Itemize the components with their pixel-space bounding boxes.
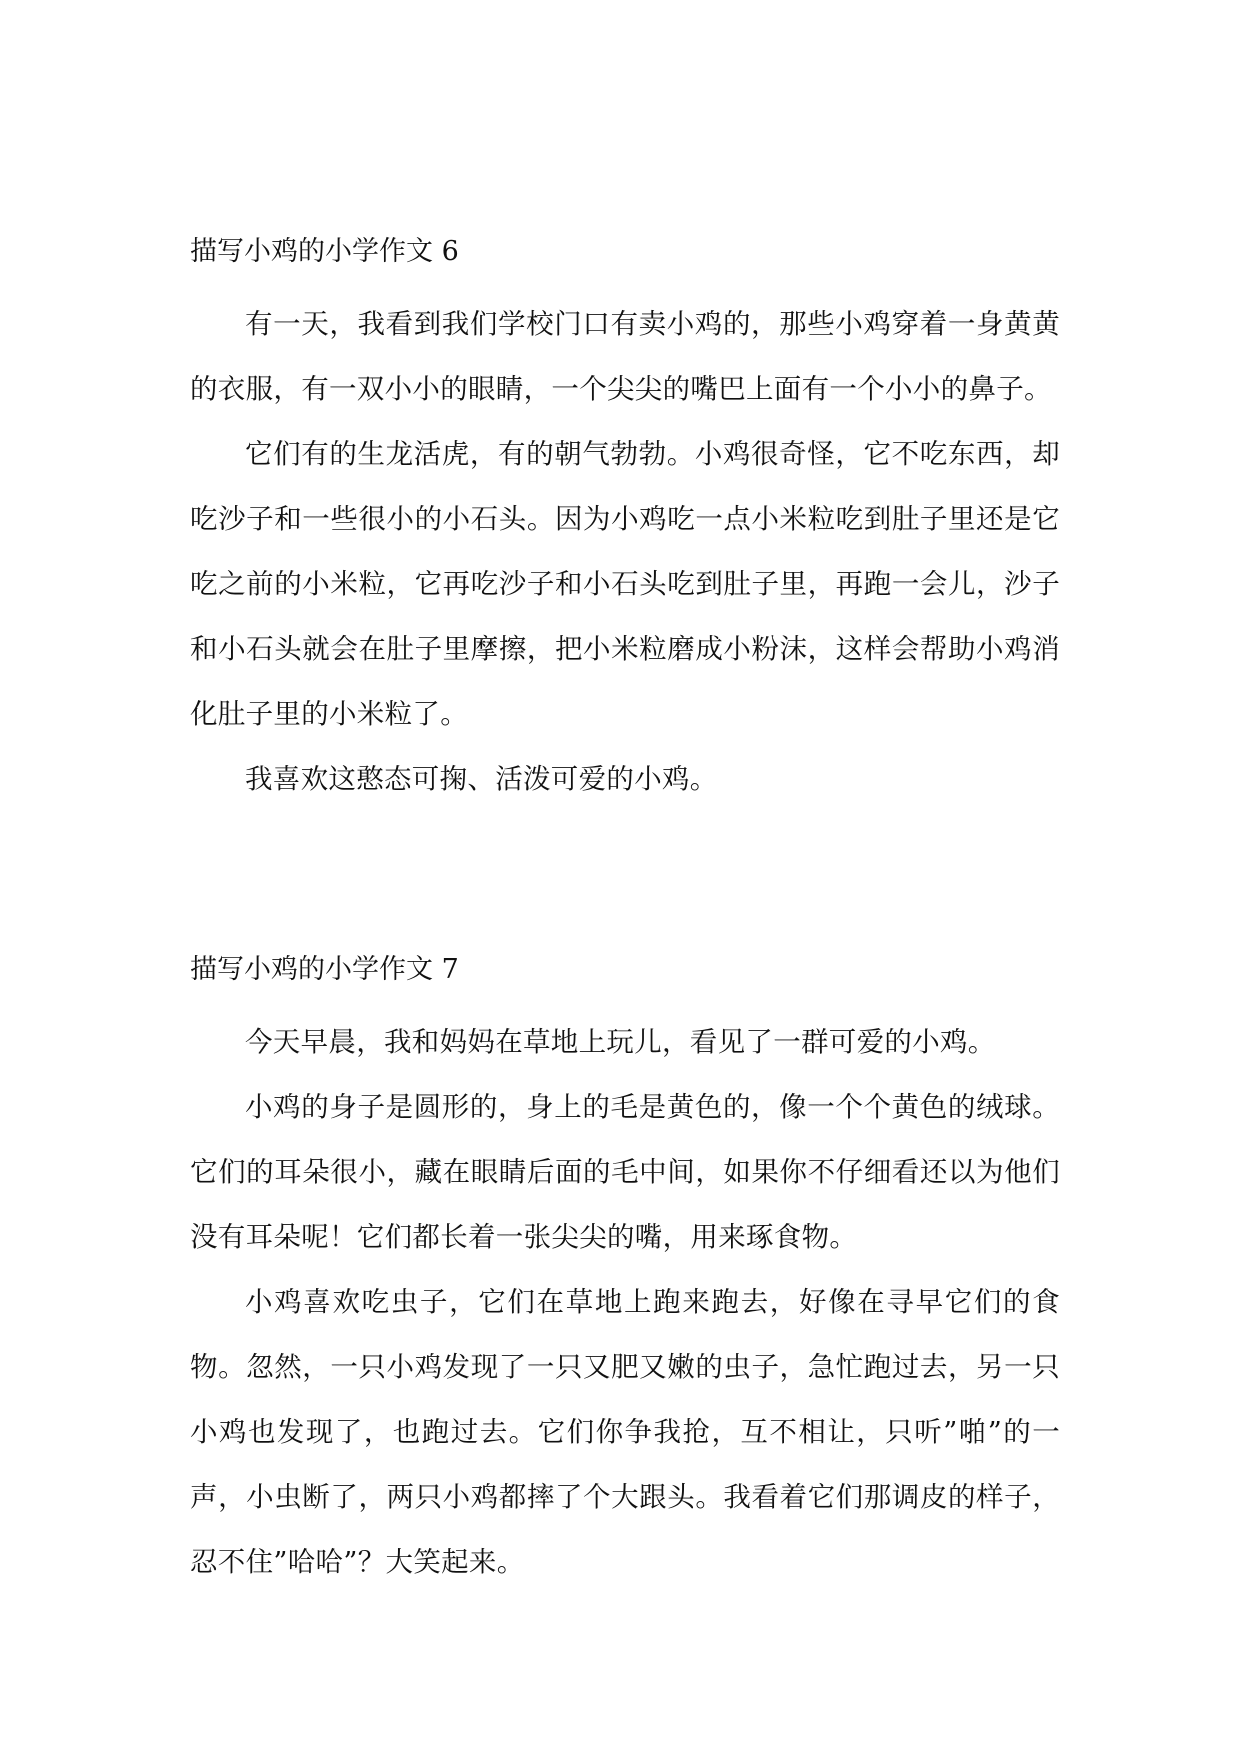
paragraph: 我喜欢这憨态可掬、活泼可爱的小鸡。 (245, 763, 718, 795)
essay-section-7 (190, 944, 1060, 1595)
paragraph: 小鸡喜欢吃虫子，它们在草地上跑来跑去，好像在寻早它们的食物。忽然，一只小鸡发现了一只又肥又嫩的虫子，急忙跑过去，另一只小鸡也发现了，也跑过去。它们你争我抢，互不相让，只听”啪”的一声，小虫断了，两只小鸡都摔了个大跟头。我看着它们那调皮的样子，忍不住”哈哈”？大笑起来。 (190, 1286, 1060, 1578)
essay-section-6 (190, 226, 1060, 812)
paragraph: 今天早晨，我和妈妈在草地上玩儿，看见了一群可爱的小鸡。 (245, 1026, 996, 1058)
section-title: 描写小鸡的小学作文 7 (190, 954, 459, 985)
paragraph: 小鸡的身子是圆形的，身上的毛是黄色的，像一个个黄色的绒球。它们的耳朵很小，藏在眼睛后面的毛中间，如果你不仔细看还以为他们没有耳朵呢！它们都长着一张尖尖的嘴，用来琢食物。 (190, 1091, 1060, 1253)
paragraph: 有一天，我看到我们学校门口有卖小鸡的，那些小鸡穿着一身黄黄的衣服，有一双小小的眼睛，一个尖尖的嘴巴上面有一个小小的鼻子。 (190, 308, 1060, 405)
paragraph: 它们有的生龙活虎，有的朝气勃勃。小鸡很奇怪，它不吃东西，却吃沙子和一些很小的小石头。因为小鸡吃一点小米粒吃到肚子里还是它吃之前的小米粒，它再吃沙子和小石头吃到肚子里，再跑一会儿，沙子和小石头就会在肚子里摩擦，把小米粒磨成小粉沫，这样会帮助小鸡消化肚子里的小米粒了。 (190, 438, 1060, 730)
section-title: 描写小鸡的小学作文 6 (190, 236, 459, 267)
